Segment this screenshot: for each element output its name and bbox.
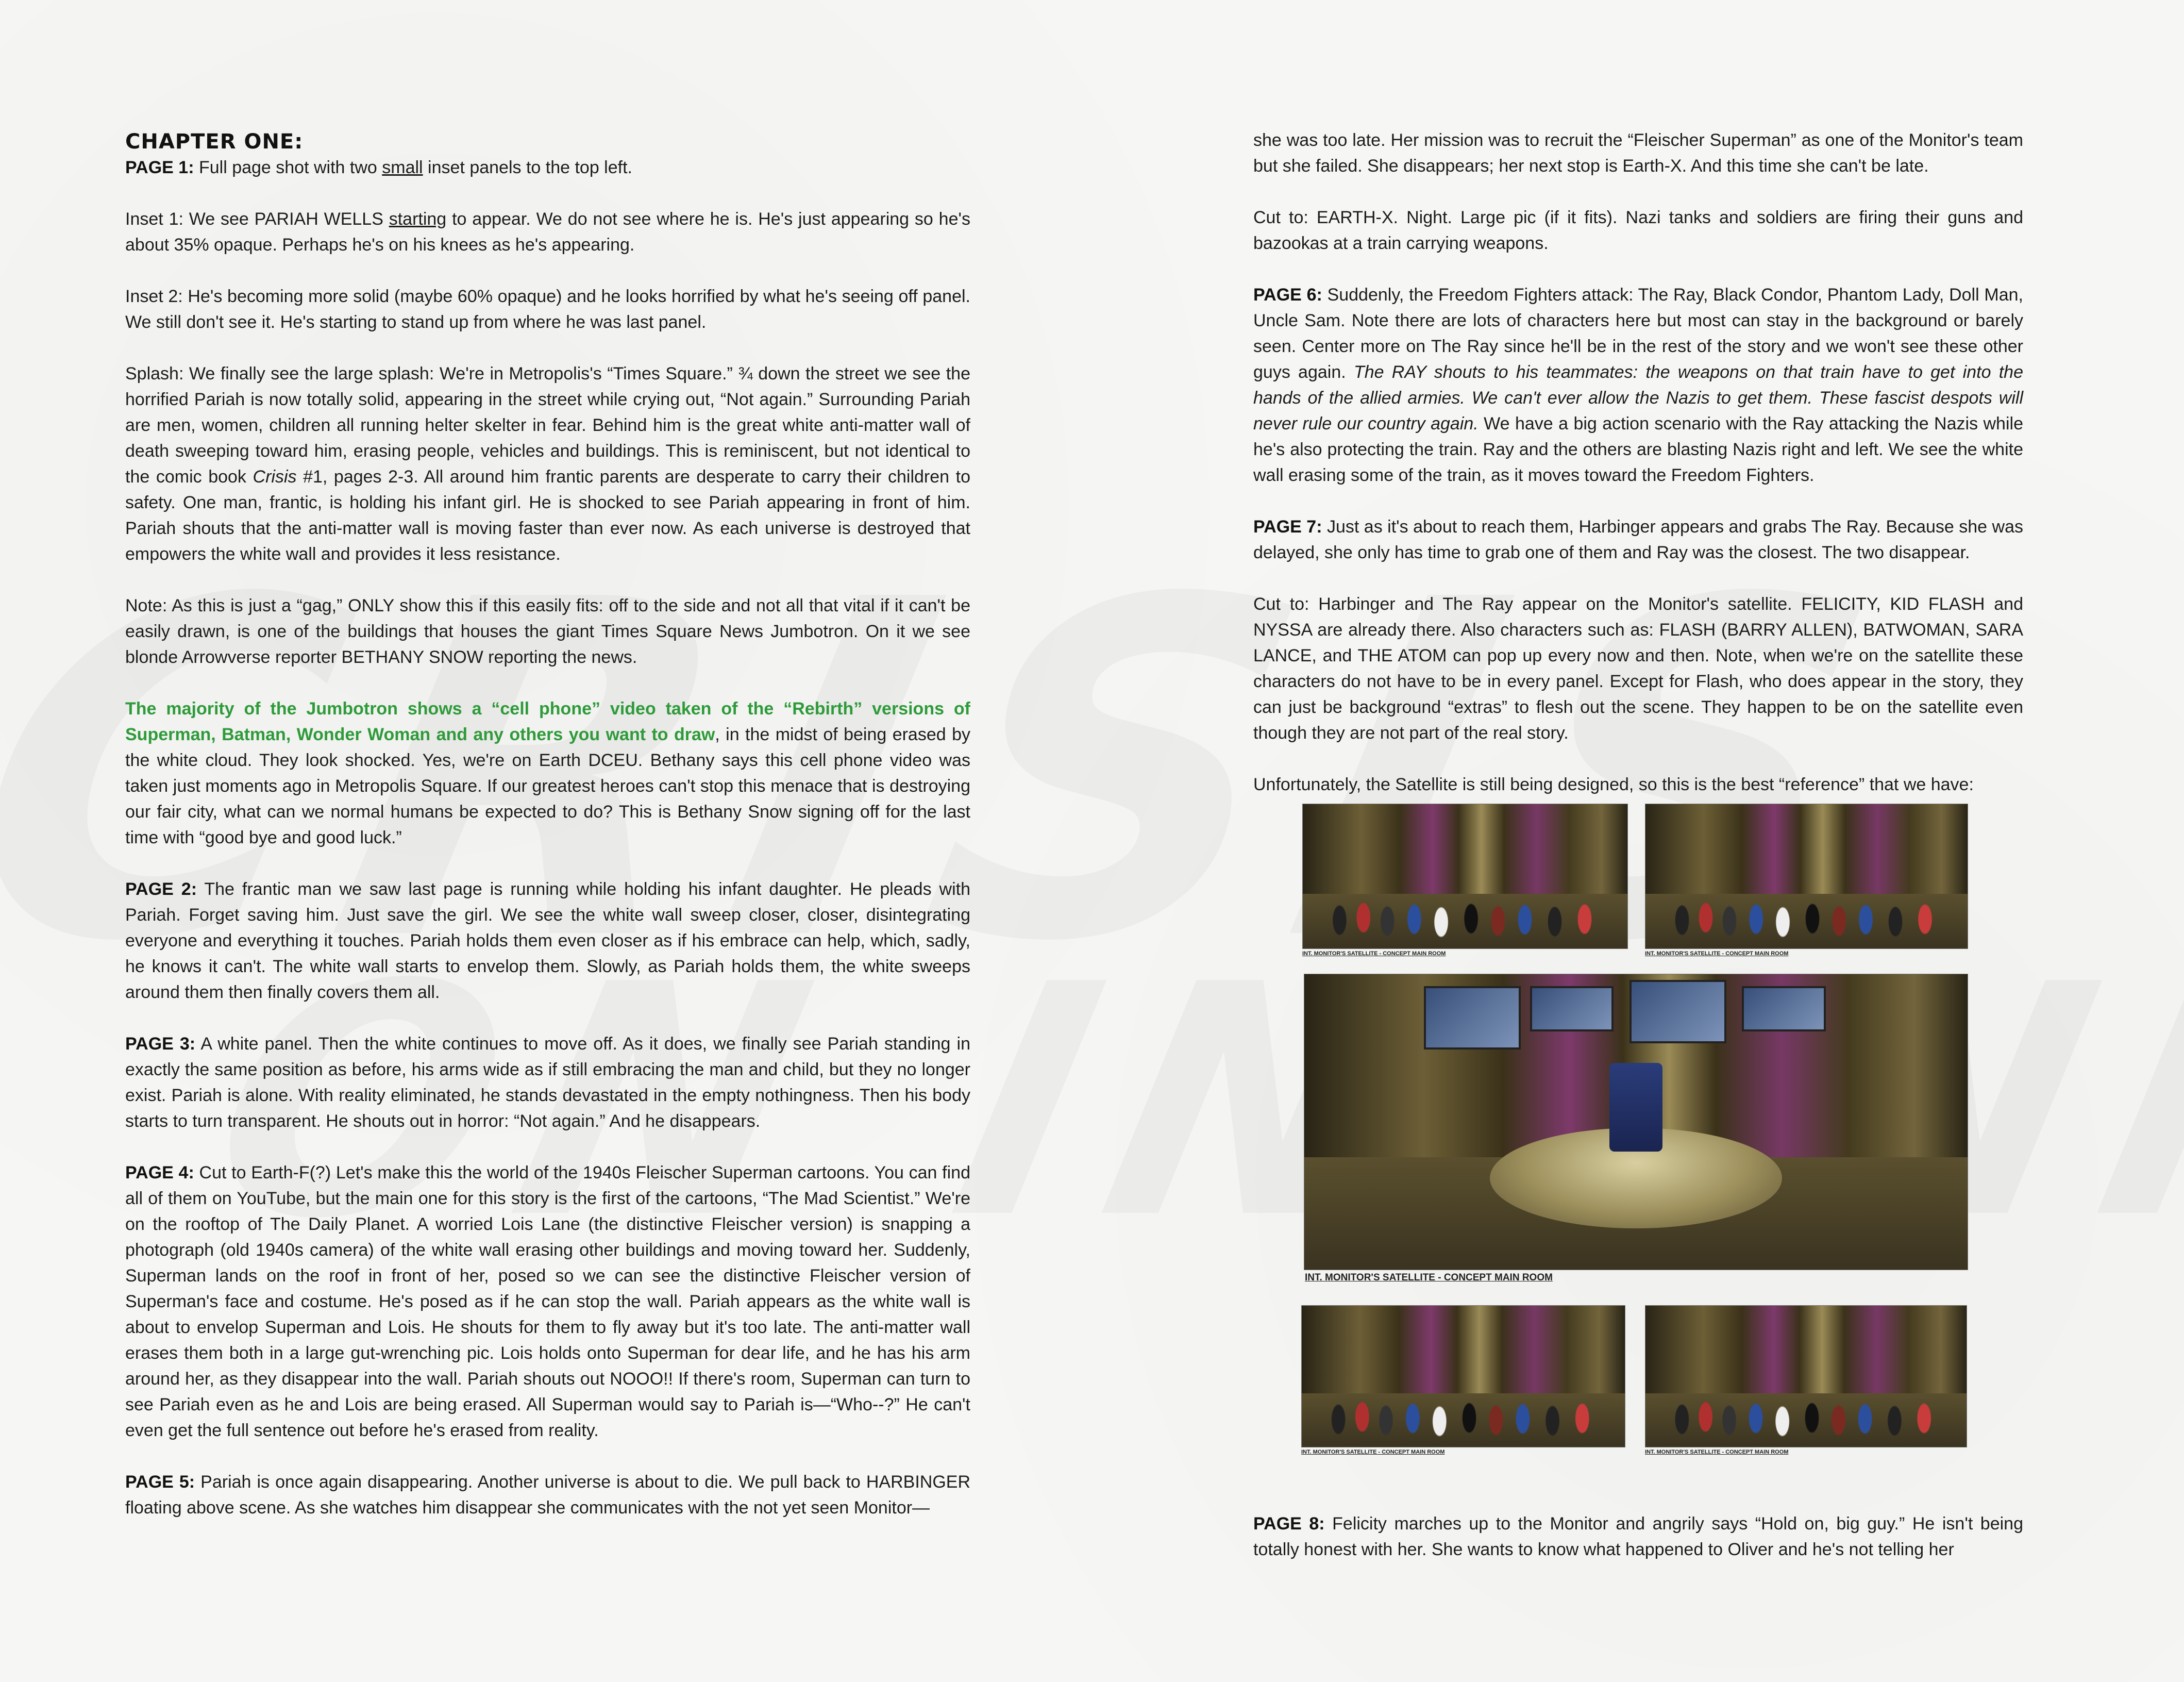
splash-text-end: #1, pages 2-3. All around him frantic parents are desperate to carry their children to safety. One man, frantic, is holding his infant girl. He is shocked to see Pariah appearing in front of him. Pariah shouts that the anti-matter wall is moving faster than ever now. As each universe is destroyed that empowers the white wall and provides it less resistance. — [125, 467, 971, 564]
jumbotron-highlight: The majority of the Jumbotron shows a “cell phone” video taken of the “Rebirth” versions of Superman, Batman, Wonder Woman and any others you want to draw — [125, 699, 970, 744]
inset2-paragraph: Inset 2: He's becoming more solid (maybe 60% opaque) and he looks horrified by what he's seeing off panel. We still don't see it. He's starting to stand up from where he was last panel. — [125, 287, 970, 332]
screen — [1530, 986, 1614, 1031]
reference-intro: Unfortunately, the Satellite is still being designed, so this is the best “reference” that we have: — [1253, 775, 1974, 794]
page6-italic: The RAY shouts to his teammates: the weapons on that train have to get into the hands of the allied armies. We can't ever allow the Nazis to get them. These fascist despots will never rule our country again. — [1253, 362, 2023, 434]
splash-italic: Crisis — [253, 467, 297, 487]
inset1-underlined: starting — [389, 209, 447, 229]
page5-label: PAGE 5: — [125, 1472, 195, 1492]
page7-label: PAGE 7: — [1253, 517, 1322, 537]
inset1-text-end: to appear. We do not see where he is. He's just appearing so he's about 35% opaque. Perhaps he's on his knees as he's appearing. — [125, 209, 970, 255]
page1-label: PAGE 1: — [125, 158, 194, 177]
screen — [1742, 986, 1825, 1031]
page6-text-end: We have a big action scenario with the Ray attacking the Nazis while he's also protecting the train. Ray and the others are blasting Nazis right and left. We see the white wall erasing some of the train, as it moves toward the Freedom Fighters. — [1253, 414, 2023, 485]
page1-text: Full page shot with two — [194, 158, 382, 177]
inset1-text: Inset 1: We see PARIAH WELLS — [125, 209, 389, 229]
page8-paragraph — [1253, 1511, 2023, 1562]
continuation-paragraph: she was too late. Her mission was to recruit the “Fleischer Superman” as one of the Monitor's team but she failed. She disappears; her next stop is Earth-X. And this time she can't be late. — [1253, 130, 2023, 176]
jumbotron-text: , in the midst of being erased by the white cloud. They look shocked. Yes, we're on Earth DCEU. Bethany says this cell phone video was taken just moments ago in Metropolis Square. If our greatest heroes can't stop this menace that is destroying our fair city, what can we normal humans be expected to do? This is Bethany Snow signing off for the last time with “good bye and good luck.” — [125, 725, 970, 847]
page8-label: PAGE 8: — [1253, 1514, 1325, 1534]
jumbotron-paragraph — [125, 696, 970, 851]
satellite-image-top-right — [1645, 804, 1968, 949]
satellite-paragraph: Cut to: Harbinger and The Ray appear on the Monitor's satellite. FELICITY, KID FLASH and NYSSA are already there. Also characters such as: FLASH (BARRY ALLEN), BATWOMAN, SARA LANCE, and THE ATOM can pop up every now and then. Note, when we're on the satellite these characters do not have to be in every panel. Except for Flash, who does appear in the story, they can just be background “extras” to flesh out the scene. They happen to be on the satellite even though they are not part of the real story. — [1253, 594, 2023, 743]
inset1-paragraph — [125, 206, 970, 258]
right-column — [1253, 127, 2023, 1562]
splash-paragraph — [125, 361, 970, 567]
page2-paragraph — [125, 876, 970, 1005]
page3-label: PAGE 3: — [125, 1034, 196, 1054]
caption-bottom-right: INT. MONITOR'S SATELLITE - CONCEPT MAIN ROOM — [1645, 1449, 1789, 1455]
earthx-paragraph: Cut to: EARTH-X. Night. Large pic (if it fits). Nazi tanks and soldiers are firing their guns and bazookas at a train carrying weapons. — [1253, 208, 2023, 253]
page6-paragraph — [1253, 282, 2023, 488]
page3-paragraph — [125, 1031, 970, 1134]
page8-text: Felicity marches up to the Monitor and angrily says “Hold on, big guy.” He isn't being totally honest with her. She wants to know what happened to Oliver and he's not telling her — [1253, 1514, 2023, 1559]
splash-text: Splash: We finally see the large splash: We're in Metropolis's “Times Square.” ¾ down the street we see the horrified Pariah is now totally solid, appearing in the street while crying out, “Not again.” Surrounding Pariah are men, women, children all running helter skelter in fear. Behind him is the great white anti-matter wall of death sweeping toward him, erasing people, vehicles and buildings. This is reminiscent, but not identical to the comic book — [125, 364, 970, 487]
satellite-image-bottom-right — [1645, 1305, 1967, 1447]
chapter-title: CHAPTER ONE: — [125, 130, 304, 154]
left-column — [125, 129, 970, 1521]
note-paragraph: Note: As this is just a “gag,” ONLY show this if this easily fits: off to the side and not all that vital if it can't be easily drawn, is one of the buildings that houses the giant Times Square News Jumbotron. On it we see blonde Arrowverse reporter BETHANY SNOW reporting the news. — [125, 596, 970, 667]
caption-main: INT. MONITOR'S SATELLITE - CONCEPT MAIN ROOM — [1305, 1272, 1553, 1283]
page2-label: PAGE 2: — [125, 879, 197, 899]
page6-text: Suddenly, the Freedom Fighters attack: The Ray, Black Condor, Phantom Lady, Doll Man, Uncle Sam. Note there are lots of characters here but most can stay in the background or barely seen. Center more on The Ray since he'll be in the rest of the story and we won't see these other guys again. — [1253, 285, 2023, 382]
page1-paragraph — [125, 155, 970, 180]
caption-bottom-left: INT. MONITOR'S SATELLITE - CONCEPT MAIN ROOM — [1301, 1449, 1445, 1455]
caption-top-right: INT. MONITOR'S SATELLITE - CONCEPT MAIN ROOM — [1645, 951, 1789, 957]
page7-paragraph — [1253, 514, 2023, 565]
satellite-reference-images — [1253, 804, 2023, 1489]
satellite-image-main — [1304, 974, 1968, 1270]
page1-text-end: inset panels to the top left. — [423, 158, 632, 177]
page5-text: Pariah is once again disappearing. Another universe is about to die. We pull back to HARBINGER floating above scene. As she watches him disappear she communicates with the not yet seen Monitor— — [125, 1472, 971, 1518]
page5-paragraph — [125, 1469, 970, 1521]
page6-label: PAGE 6: — [1253, 285, 1322, 305]
caption-top-left: INT. MONITOR'S SATELLITE - CONCEPT MAIN ROOM — [1302, 951, 1446, 957]
screen — [1424, 986, 1521, 1050]
screen — [1629, 980, 1726, 1043]
page4-text: Cut to Earth-F(?) Let's make this the world of the 1940s Fleischer Superman cartoons. You can find all of them on YouTube, but the main one for this story is the first of the cartoons, “The Mad Scientist.” We're on the rooftop of The Daily Planet. A worried Lois Lane (the distinctive Fleischer version) is snapping a photograph (old 1940s camera) of the white wall erasing other buildings and moving toward her. Suddenly, Superman lands on the roof in front of her, posed so we can see the distinctive Fleischer version of Superman's face and costume. He's posed as if he can stop the wall. Pariah appears as the white wall is about to envelop Superman and Lois. He shouts for them to fly away but it's too late. The anti-matter wall erases them both in a large gut-wrenching pic. Lois holds onto Superman for dear life, and he has his arm around her, as they disappear into the wall. Pariah shouts out NOOO!! If there's room, Superman can turn to see Pariah even as he and Lois are being erased. All Superman would say to Pariah is—“Who--?” He can't even get the full sentence out before he's erased from reality. — [125, 1163, 970, 1440]
page4-paragraph — [125, 1160, 970, 1443]
page3-text: A white panel. Then the white continues to move off. As it does, we finally see Pariah standing in exactly the same position as before, his arms wide as if still embracing the man and child, but they no longer exist. Pariah is alone. With reality eliminated, he stands devastated in the empty nothingness. Then his body starts to turn transparent. He shouts out in horror: “Not again.” And he disappears. — [125, 1034, 970, 1131]
page1-underlined: small — [382, 158, 423, 177]
page7-text: Just as it's about to reach them, Harbinger appears and grabs The Ray. Because she was delayed, she only has time to grab one of them and Ray was the closest. The two disappear. — [1253, 517, 2023, 562]
satellite-image-bottom-left — [1301, 1305, 1625, 1447]
page2-text: The frantic man we saw last page is running while holding his infant daughter. He pleads with Pariah. Forget saving him. Just save the girl. We see the white wall sweep closer, closer, disintegrating everyone and everything it touches. Pariah holds them even closer as if his embrace can help, which, sadly, he knows it can't. The white wall starts to envelop them. Slowly, as Pariah holds them, the white sweeps around them then finally covers them all. — [125, 879, 970, 1002]
page4-label: PAGE 4: — [125, 1163, 194, 1183]
satellite-image-top-left — [1302, 804, 1628, 949]
